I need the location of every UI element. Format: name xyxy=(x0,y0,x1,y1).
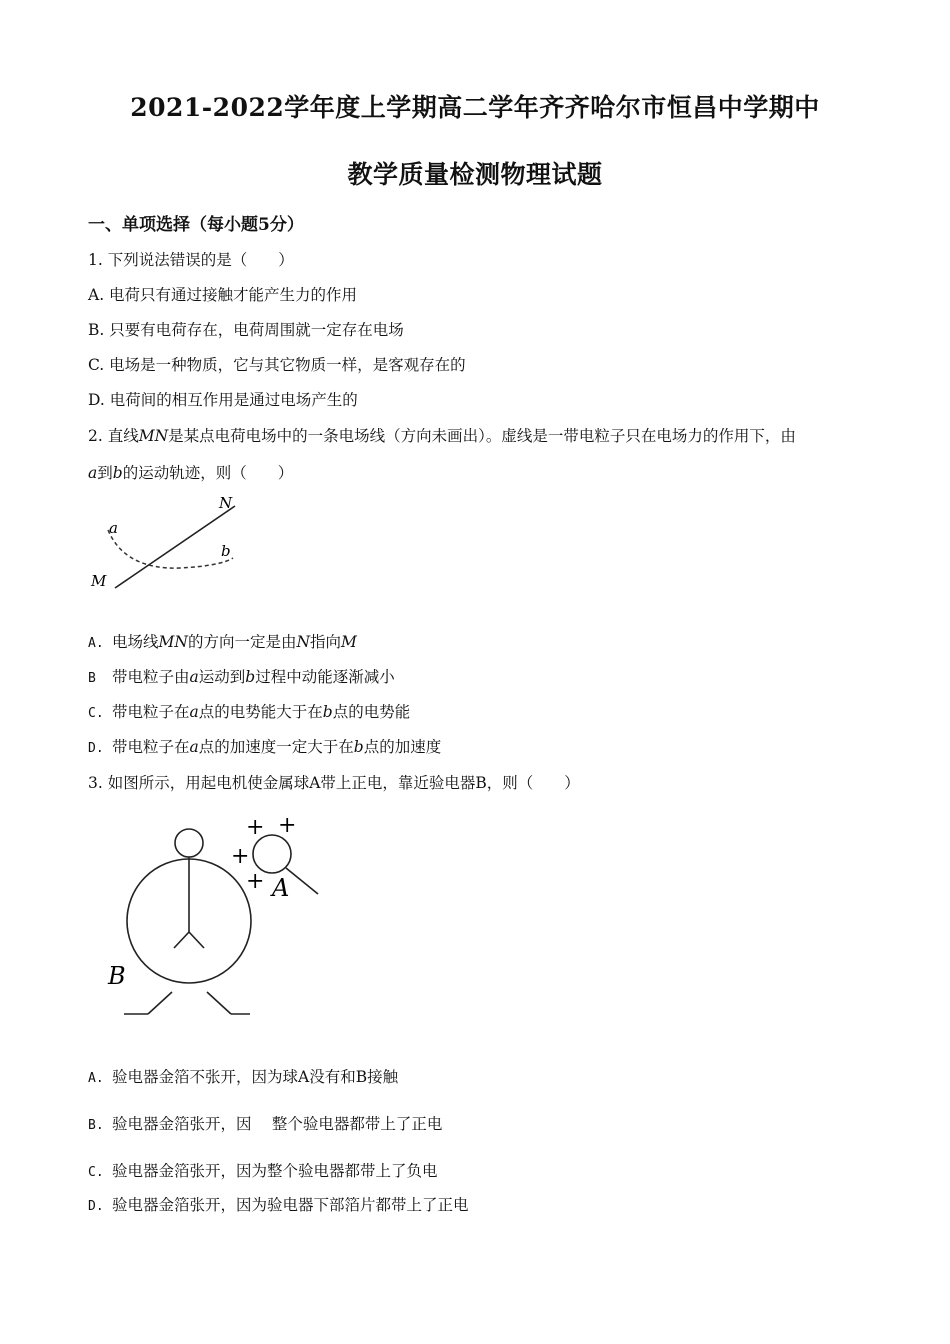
foil-right xyxy=(189,932,204,948)
q3-option-d: D. 验电器金箔张开，因为验电器下部箔片都带上了正电 xyxy=(88,1196,469,1214)
plus-charge-3: + xyxy=(231,844,250,869)
sphere-handle xyxy=(286,868,318,894)
foil-left xyxy=(174,932,189,948)
label-a: a xyxy=(109,519,118,537)
leg-left xyxy=(148,992,172,1014)
q3-electroscope-figure xyxy=(100,812,330,1027)
q2-option-b: B 带电粒子由a运动到b过程中动能逐渐减小 xyxy=(88,668,395,686)
metal-sphere-a xyxy=(253,835,291,873)
label-electroscope-b: B xyxy=(108,962,126,990)
plus-charge-4: + xyxy=(246,869,265,894)
electroscope-knob xyxy=(175,829,203,857)
particle-trajectory xyxy=(108,530,233,568)
q1-option-a: A. 电荷只有通过接触才能产生力的作用 xyxy=(88,286,358,304)
q1-stem: 1. 下列说法错误的是（ ） xyxy=(88,251,294,269)
q3-option-a: A. 验电器金箔不张开，因为球A没有和B接触 xyxy=(88,1068,399,1086)
q1-option-b: B. 只要有电荷存在，电荷周围就一定存在电场 xyxy=(88,321,404,339)
plus-charge-1: + xyxy=(246,815,265,840)
section-heading: 一、单项选择（每小题5分） xyxy=(88,215,304,235)
q2-stem-line-2: a到b的运动轨迹，则（ ） xyxy=(88,464,294,482)
title-line-1: 2021-2022学年度上学期高二学年齐齐哈尔市恒昌中学期中 xyxy=(130,93,820,122)
title-line-2: 教学质量检测物理试题 xyxy=(347,160,603,189)
leg-right xyxy=(207,992,231,1014)
q2-option-a: A. 电场线MN的方向一定是由N指向M xyxy=(88,633,357,651)
label-n: N xyxy=(219,494,233,512)
q2-field-line-figure xyxy=(85,490,245,595)
field-line-mn xyxy=(115,506,235,588)
q1-option-c: C. 电场是一种物质，它与其它物质一样，是客观存在的 xyxy=(88,356,466,374)
q3-option-b: B. 验电器金箔张开，因 整个验电器都带上了正电 xyxy=(88,1115,443,1133)
q3-stem: 3. 如图所示，用起电机使金属球A带上正电，靠近验电器B，则（ ） xyxy=(88,774,580,792)
label-sphere-a: A xyxy=(272,874,290,902)
q3-option-c: C. 验电器金箔张开，因为整个验电器都带上了负电 xyxy=(88,1162,438,1180)
q1-option-d: D. 电荷间的相互作用是通过电场产生的 xyxy=(88,391,358,409)
label-b: b xyxy=(221,542,231,560)
q2-option-c: C. 带电粒子在a点的电势能大于在b点的电势能 xyxy=(88,703,411,721)
plus-charge-2: + xyxy=(278,813,297,838)
q2-stem-line-1: 2. 直线MN是某点电荷电场中的一条电场线（方向未画出）。虚线是一带电粒子只在电场力的作用下，由 xyxy=(88,427,796,445)
q2-option-d: D. 带电粒子在a点的加速度一定大于在b点的加速度 xyxy=(88,738,442,756)
label-m: M xyxy=(91,572,107,590)
